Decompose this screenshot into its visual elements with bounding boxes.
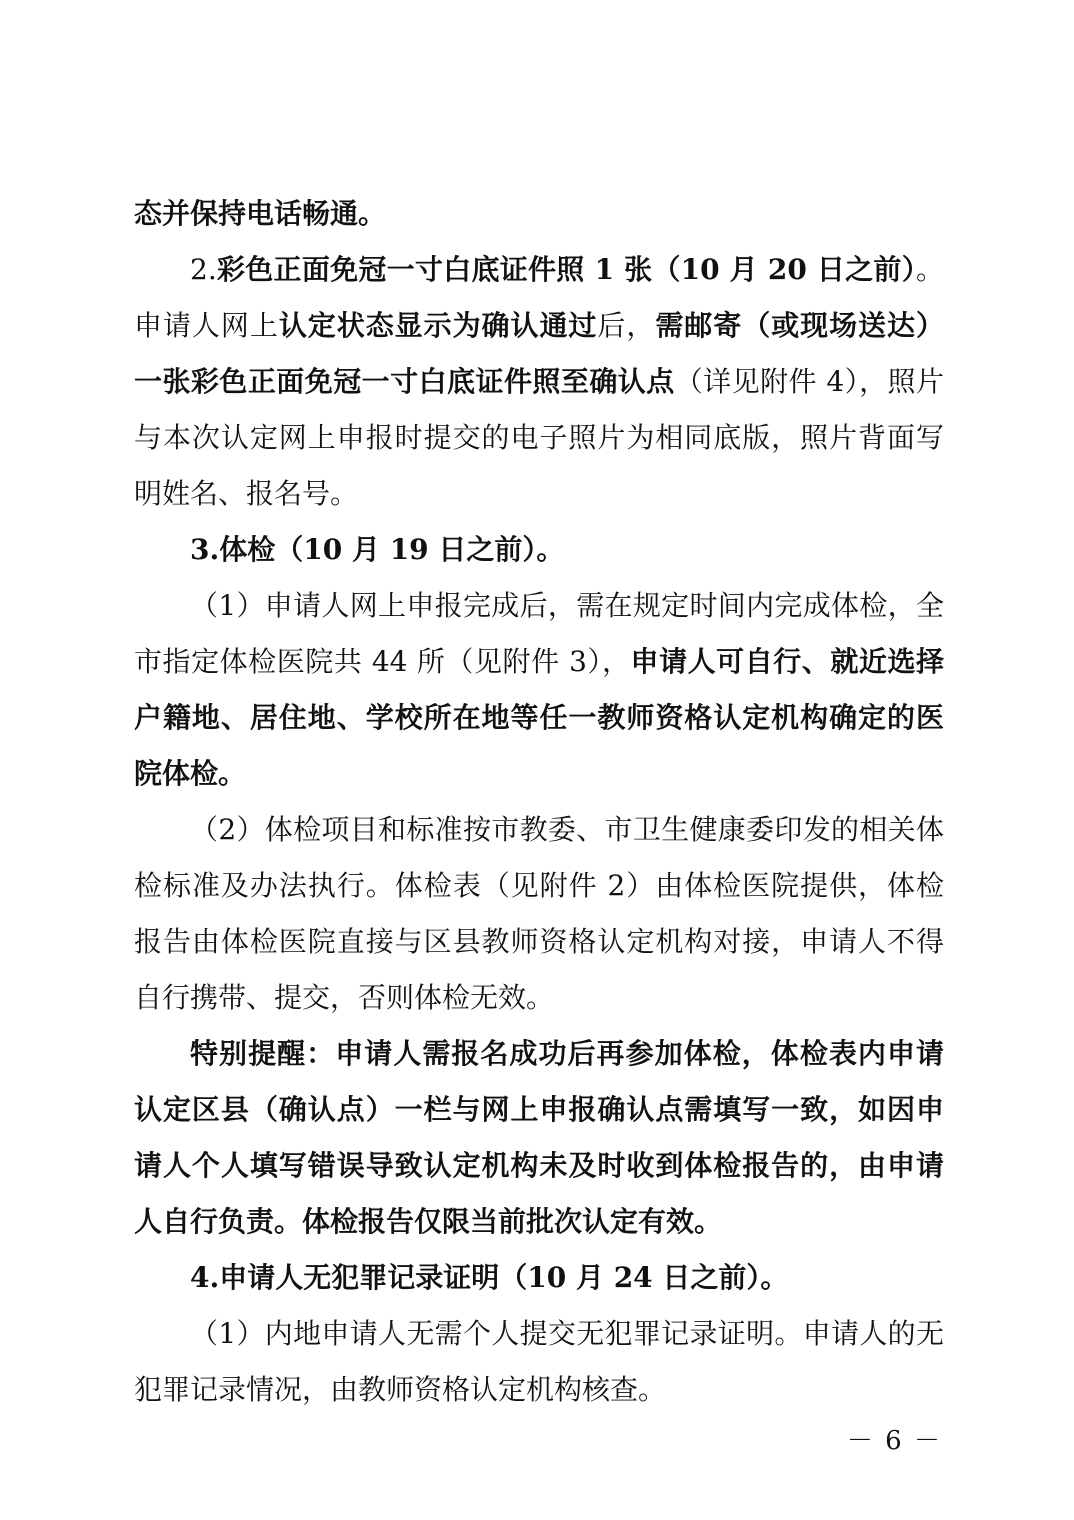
text-segment: 彩色正面免冠一寸白底证件照 1 张（10 月 20 日之前） xyxy=(216,253,916,286)
paragraph-6-special-reminder xyxy=(134,1026,944,1250)
paragraph-2-photo xyxy=(134,242,944,522)
text-segment: 需邮寄（或现场送达）一张彩色正面免冠一寸白底证件照至确认点 xyxy=(134,309,944,398)
paragraph-7-heading-no-criminal-record xyxy=(134,1250,944,1306)
text-segment: 2. xyxy=(190,253,217,286)
text-segment: 。申请人网上 xyxy=(134,253,944,342)
text-segment: 申请人可自行、就近选择户籍地、居住地、学校所在地等任一教师资格认定机构确定的医院体检。 xyxy=(134,645,944,790)
text-segment: 后， xyxy=(597,309,656,342)
text-segment: 4.申请人无犯罪记录证明（10 月 24 日之前）。 xyxy=(190,1261,789,1294)
page-number: － 6 － xyxy=(846,1426,942,1456)
text-segment: （1）内地申请人无需个人提交无犯罪记录证明。申请人的无犯罪记录情况，由教师资格认定机构核查。 xyxy=(134,1317,944,1406)
text-segment: 态并保持电话畅通。 xyxy=(134,197,387,230)
paragraph-8-no-criminal-record-1 xyxy=(134,1306,944,1418)
text-segment: 3.体检（10 月 19 日之前）。 xyxy=(190,533,565,566)
text-segment: （详见附件 4），照片与本次认定网上申报时提交的电子照片为相同底版，照片背面写明姓名、报名号。 xyxy=(134,365,944,510)
paragraph-3-heading-health-check xyxy=(134,522,944,578)
text-segment: （1）申请人网上申报完成后，需在规定时间内完成体检，全市指定体检医院共 44 所（见附件 3）， xyxy=(134,589,944,678)
body-text xyxy=(134,186,944,1418)
text-segment: 特别提醒：申请人需报名成功后再参加体检，体检表内申请认定区县（确认点）一栏与网上申报确认点需填写一致，如因申请人个人填写错误导致认定机构未及时收到体检报告的，由申请人自行负责。体检报告仅限当前批次认定有效。 xyxy=(134,1037,944,1238)
paragraph-5-health-check-2 xyxy=(134,802,944,1026)
text-segment: （2）体检项目和标准按市教委、市卫生健康委印发的相关体检标准及办法执行。体检表（见附件 2）由体检医院提供，体检报告由体检医院直接与区县教师资格认定机构对接，申请人不得自行携带、提交，否则体检无效。 xyxy=(134,813,944,1014)
paragraph-1 xyxy=(134,186,944,242)
paragraph-4-health-check-1 xyxy=(134,578,944,802)
text-segment: 认定状态显示为确认通过 xyxy=(278,309,598,342)
